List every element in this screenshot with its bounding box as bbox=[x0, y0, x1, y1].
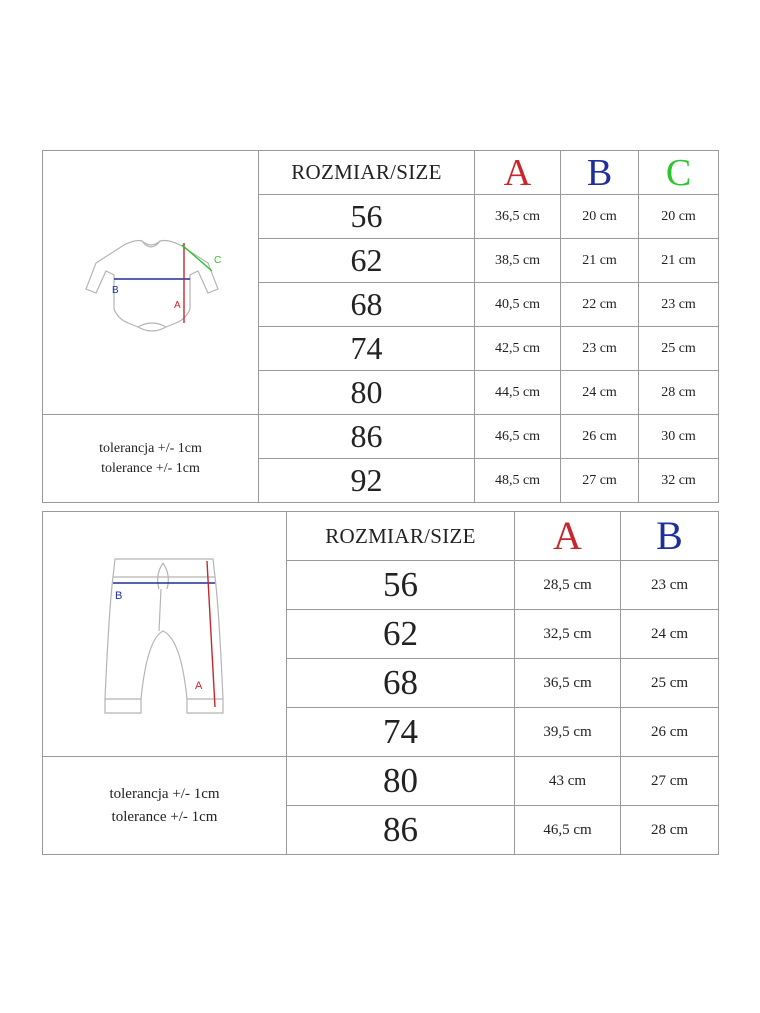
size-header: ROZMIAR/SIZE bbox=[259, 151, 475, 195]
size-value: 86 bbox=[287, 806, 515, 855]
measure-a: 28,5 cm bbox=[515, 561, 621, 610]
size-value: 74 bbox=[259, 327, 475, 371]
size-value: 62 bbox=[259, 239, 475, 283]
size-chart-sheet bbox=[42, 150, 718, 855]
measure-b: 24 cm bbox=[561, 371, 639, 415]
table-row bbox=[43, 757, 719, 806]
tolerance-note bbox=[43, 415, 259, 503]
measure-c: 28 cm bbox=[639, 371, 719, 415]
pants-diagram-cell bbox=[43, 512, 287, 757]
size-value: 80 bbox=[259, 371, 475, 415]
size-value: 62 bbox=[287, 610, 515, 659]
size-value: 92 bbox=[259, 459, 475, 503]
measure-a: 48,5 cm bbox=[475, 459, 561, 503]
measure-a: 46,5 cm bbox=[475, 415, 561, 459]
measure-a: 38,5 cm bbox=[475, 239, 561, 283]
tolerance-en: tolerance +/- 1cm bbox=[111, 808, 218, 825]
measure-a: 36,5 cm bbox=[475, 195, 561, 239]
size-value: 80 bbox=[287, 757, 515, 806]
column-b-header: B bbox=[621, 512, 719, 561]
measure-b: 27 cm bbox=[621, 757, 719, 806]
measure-c: 20 cm bbox=[639, 195, 719, 239]
table-gap bbox=[42, 503, 718, 511]
column-a-header: A bbox=[515, 512, 621, 561]
measure-c: 21 cm bbox=[639, 239, 719, 283]
measure-c: 23 cm bbox=[639, 283, 719, 327]
measure-b: 21 cm bbox=[561, 239, 639, 283]
measure-c: 30 cm bbox=[639, 415, 719, 459]
diagram-label-a: A bbox=[173, 299, 181, 311]
measure-a: 43 cm bbox=[515, 757, 621, 806]
measure-b: 22 cm bbox=[561, 283, 639, 327]
measure-a: 46,5 cm bbox=[515, 806, 621, 855]
column-c-header: C bbox=[639, 151, 719, 195]
table-header-row bbox=[43, 512, 719, 561]
pants-size-table bbox=[42, 511, 719, 855]
measure-a: 42,5 cm bbox=[475, 327, 561, 371]
size-header: ROZMIAR/SIZE bbox=[287, 512, 515, 561]
size-value: 68 bbox=[259, 283, 475, 327]
size-value: 86 bbox=[259, 415, 475, 459]
tolerance-note bbox=[43, 757, 287, 855]
diagram-label-a: A bbox=[194, 680, 202, 692]
bodysuit-diagram-cell bbox=[43, 151, 259, 415]
measure-b: 25 cm bbox=[621, 659, 719, 708]
bodysuit-size-table bbox=[42, 150, 719, 503]
measure-c: 25 cm bbox=[639, 327, 719, 371]
table-row bbox=[43, 415, 719, 459]
measure-a: 44,5 cm bbox=[475, 371, 561, 415]
measure-b: 28 cm bbox=[621, 806, 719, 855]
table-header-row bbox=[43, 151, 719, 195]
tolerance-pl: tolerancja +/- 1cm bbox=[99, 440, 202, 456]
measure-b: 24 cm bbox=[621, 610, 719, 659]
measure-a: 32,5 cm bbox=[515, 610, 621, 659]
measure-b: 20 cm bbox=[561, 195, 639, 239]
tolerance-en: tolerance +/- 1cm bbox=[101, 460, 200, 476]
measure-b: 23 cm bbox=[621, 561, 719, 610]
diagram-label-c: C bbox=[213, 254, 221, 266]
size-value: 68 bbox=[287, 659, 515, 708]
measure-c: 32 cm bbox=[639, 459, 719, 503]
column-a-header: A bbox=[475, 151, 561, 195]
column-b-header: B bbox=[561, 151, 639, 195]
measure-a: 39,5 cm bbox=[515, 708, 621, 757]
bodysuit-diagram bbox=[76, 223, 226, 343]
pants-diagram bbox=[95, 549, 235, 719]
size-value: 56 bbox=[287, 561, 515, 610]
measure-a: 36,5 cm bbox=[515, 659, 621, 708]
tolerance-pl: tolerancja +/- 1cm bbox=[109, 785, 220, 802]
size-value: 74 bbox=[287, 708, 515, 757]
diagram-label-b: B bbox=[111, 284, 119, 296]
measure-b: 26 cm bbox=[561, 415, 639, 459]
measure-b: 26 cm bbox=[621, 708, 719, 757]
measure-b: 27 cm bbox=[561, 459, 639, 503]
measure-b: 23 cm bbox=[561, 327, 639, 371]
diagram-label-b: B bbox=[114, 590, 122, 602]
size-value: 56 bbox=[259, 195, 475, 239]
measure-a: 40,5 cm bbox=[475, 283, 561, 327]
